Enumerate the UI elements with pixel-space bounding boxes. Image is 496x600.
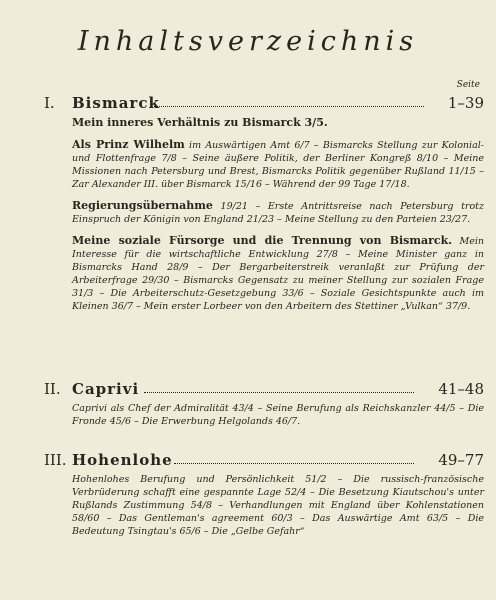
toc-entry (72, 473, 484, 538)
entry-lead: Regierungsübernahme (72, 199, 213, 212)
toc-entry (72, 234, 484, 313)
entry-text: Mein Interesse für die wirtschaftliche Entwicklung 27/8 – Meine Minister ganz in Bismarcks Hand 28/9 – Der Bergarbeiterstreik veranlaßt zur Prüfung der Arbeiterfrage 29/30 – Bismarcks Gegensatz zu meiner Stellung zur sozialen Frage 31/3 – Die Arbeiterschutz-Gesetzgebung 33/6 – Soziale Gesichtspunkte auch im Kleinen 36/7 – Mein erster Lorbeer von den Arbeitern des Stettiner „Vulkan“ 37/9. (72, 236, 484, 312)
section-title: Hohenlohe (72, 451, 173, 469)
entry-lead: Meine soziale Fürsorge und die Trennung von Bismarck. (72, 234, 453, 247)
section-heading (44, 380, 484, 402)
section-pages: 41–48 (438, 380, 484, 398)
page-column-label: Seite (456, 80, 480, 90)
section-title: Bismarck (72, 94, 160, 112)
leader-dots (144, 392, 414, 393)
section-caprivi (44, 380, 484, 428)
toc-entry (72, 138, 484, 191)
toc-entry (72, 199, 484, 226)
section-hohenlohe (44, 451, 484, 538)
entry-text: im Auswärtigen Amt 6/7 – Bismarcks Stellung zur Kolonial- und Flottenfrage 7/8 – Seine äußere Politik, der Berliner Kongreß 8/10 – Meine Missionen nach Petersburg und Brest, Bismarcks Politik gegenüber Rußland 11/15 – Zar Alexander III. über Bismarck 15/16 – Während der 99 Tage 17/18. (72, 140, 484, 190)
section-bismarck (44, 94, 484, 313)
entry-text: Caprivi als Chef der Admiralität 43/4 – Seine Berufung als Reichskanzler 44/5 – Die Fronde 45/6 – Die Erwerbung Helgolands 46/7. (72, 403, 484, 427)
section-title: Caprivi (72, 380, 140, 398)
section-pages: 49–77 (438, 451, 484, 469)
entry-text: Hohenlohes Berufung und Persönlichkeit 51/2 – Die russisch-französische Verbrüderung schafft eine gespannte Lage 52/4 – Die Besetzung Kiautschou's unter Rußlands Zustimmung 54/8 – Verhandlungen mit England über Kohlenstationen 58/60 – Das Gentleman's agreement 60/3 – Das Auswärtige Amt 63/5 – Die Bedeutung Tsingtau's 65/6 – Die „Gelbe Gefahr“ (72, 474, 484, 537)
section-heading (44, 451, 484, 473)
leader-dots (154, 106, 424, 107)
leader-dots (174, 463, 414, 464)
page-title: Inhaltsverzeichnis (77, 26, 419, 57)
toc-entry (72, 402, 484, 428)
entry-text: 19/21 – Erste Antrittsreise nach Petersburg trotz Einspruch der Königin von England 21/23 – Meine Stellung zu den Parteien 23/27. (72, 201, 484, 225)
entry-lead: Mein inneres Verhältnis zu Bismarck 3/5. (72, 116, 328, 129)
section-number: I. (44, 94, 55, 112)
section-number: II. (44, 380, 61, 398)
section-pages: 1–39 (447, 94, 484, 112)
section-number: III. (44, 451, 67, 469)
section-heading (44, 94, 484, 116)
entry-lead: Als Prinz Wilhelm (72, 138, 185, 151)
toc-entry (72, 116, 484, 130)
